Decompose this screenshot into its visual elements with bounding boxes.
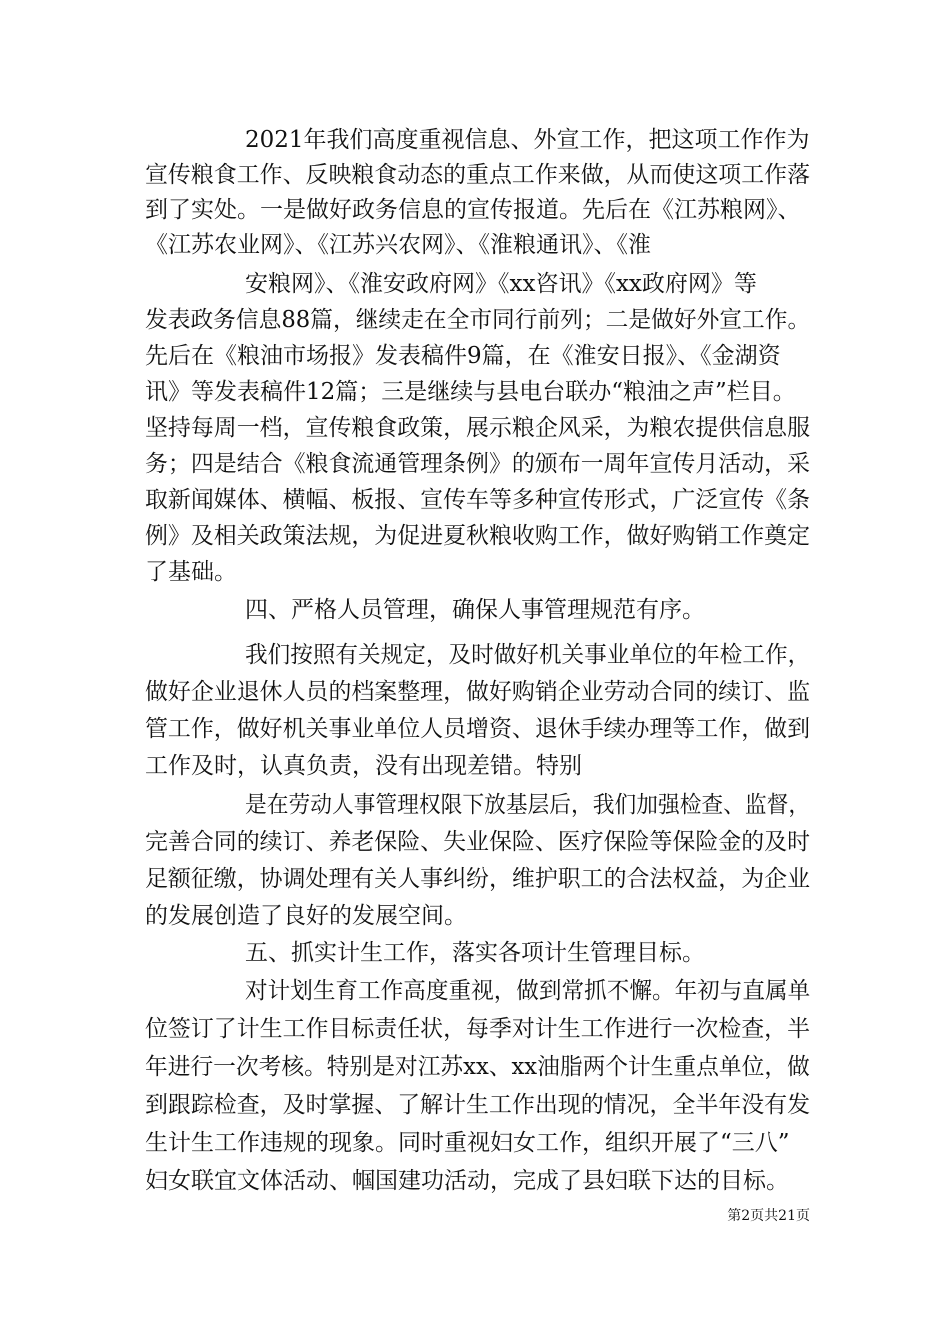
text-line: 坚持每周一档，宣传粮食政策，展示粮企风采，为粮农提供信息服 [145,415,810,441]
section-heading: 四、严格人员管理，确保人事管理规范有序。 [245,597,705,623]
text-line: 我们按照有关规定，及时做好机关事业单位的年检工作， [245,642,811,668]
text-line: 到了实处。一是做好政务信息的宣传报道。先后在《江苏粮网》、 [145,197,801,223]
text-line: 足额征缴，协调处理有关人事纠纷，维护职工的合法权益，为企业 [145,866,810,892]
text-line: 对计划生育工作高度重视，做到常抓不懈。年初与直属单 [245,978,811,1004]
text-line: 的发展创造了良好的发展空间。 [145,903,467,929]
text-line: 先后在《粮油市场报》发表稿件9篇，在《淮安日报》、《金湖资 [145,343,781,369]
section-heading: 五、抓实计生工作，落实各项计生管理目标。 [245,940,705,966]
text-line: 管工作，做好机关事业单位人员增资、退休手续办理等工作，做到 [145,716,810,742]
text-line: 安粮网》、《淮安政府网》《xx咨讯》《xx政府网》等 [245,271,757,297]
text-line: 例》及相关政策法规，为促进夏秋粮收购工作，做好购销工作奠定 [145,523,810,549]
text-line: 做好企业退休人员的档案整理，做好购销企业劳动合同的续订、监 [145,679,810,705]
page-number: 第2页共21页 [727,1208,810,1224]
text-line: 宣传粮食工作、反映粮食动态的重点工作来做，从而使这项工作落 [145,162,810,188]
text-line: 取新闻媒体、横幅、板报、宣传车等多种宣传形式，广泛宣传《条 [145,487,810,513]
text-line: 位签订了计生工作目标责任状，每季对计生工作进行一次检查，半 [145,1016,810,1042]
text-line: 是在劳动人事管理权限下放基层后，我们加强检查、监督， [245,792,811,818]
text-line: 妇女联宜文体活动、帼国建功活动，完成了县妇联下达的目标。 [145,1168,789,1194]
text-line: 务；四是结合《粮食流通管理条例》的颁布一周年宣传月活动，采 [145,451,810,477]
text-line: 讯》等发表稿件12篇；三是继续与县电台联办“粮油之声”栏目。 [145,379,796,405]
text-line: 生计生工作违规的现象。同时重视妇女工作，组织开展了“三八” [145,1130,790,1156]
text-line: 工作及时，认真负责，没有出现差错。特别 [145,753,582,779]
text-line: 完善合同的续订、养老保险、失业保险、医疗保险等保险金的及时 [145,829,810,855]
text-line: 2021年我们高度重视信息、外宣工作，把这项工作作为 [245,127,810,153]
text-line: 了基础。 [145,559,237,585]
text-line: 发表政务信息88篇，继续走在全市同行前列；二是做好外宣工作。 [145,307,811,333]
text-line: 《江苏农业网》、《江苏兴农网》、《淮粮通讯》、《淮 [145,232,651,258]
text-line: 到跟踪检查，及时掌握、了解计生工作出现的情况，全半年没有发 [145,1092,810,1118]
text-line: 年进行一次考核。特别是对江苏xx、xx油脂两个计生重点单位，做 [145,1054,810,1080]
